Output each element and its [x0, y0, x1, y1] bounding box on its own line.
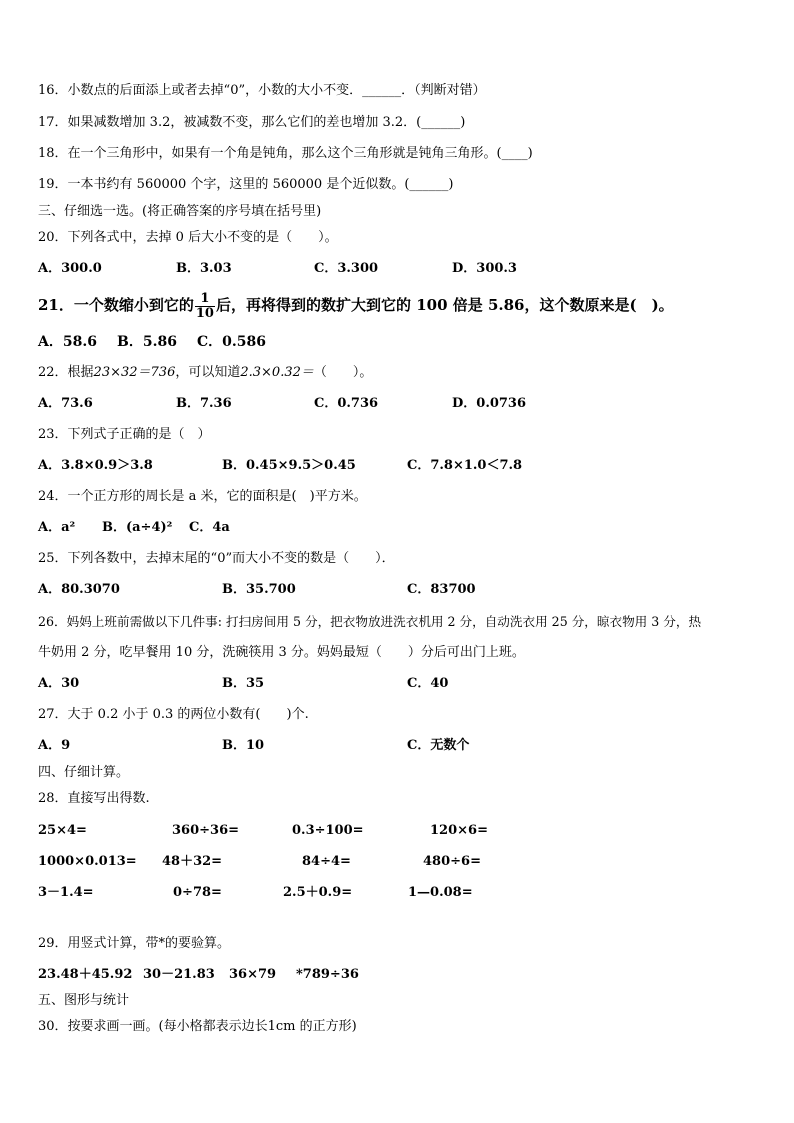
q21-fraction-denominator: 10 [195, 305, 214, 321]
q29-item: 23.48＋45.92 [38, 967, 133, 982]
q24-option-c: C．4a [189, 520, 230, 535]
q21-fraction [195, 292, 215, 321]
q21-option-c: C．0.586 [197, 334, 266, 350]
question-27-stem: 27．大于 0.2 小于 0.3 的两位小数有( )个. [38, 707, 309, 722]
q27-option-b: B．10 [222, 738, 265, 753]
q20-option-c: C．3.300 [314, 261, 379, 276]
q22-stem-part2: ，可以知道 [175, 365, 241, 380]
q24-option-b: B．(a÷4)² [102, 520, 173, 535]
question-26-line-1: 26．妈妈上班前需做以下几件事: 打扫房间用 5 分，把衣物放进洗衣机用 2 分，自动洗衣用 25 分，晾衣物用 3 分，热 [38, 614, 702, 629]
q28-item: 0÷78= [173, 885, 222, 900]
q22-expression-1: 23×32＝736 [93, 365, 176, 380]
q28-item: 360÷36= [172, 823, 240, 838]
q28-item: 0.3÷100= [292, 823, 364, 838]
question-18: 18．在一个三角形中，如果有一个角是钝角，那么这个三角形就是钝角三角形。(____) [38, 146, 533, 161]
q28-item: 480÷6= [423, 854, 481, 869]
question-19: 19．一本书约有 560000 个字，这里的 560000 是个近似数。(______) [38, 177, 454, 192]
q22-stem-part3: （ ）。 [313, 365, 373, 380]
q22-option-a: A．73.6 [38, 396, 93, 411]
q27-option-c: C．无数个 [407, 738, 470, 753]
q23-option-b: B．0.45×9.5＞0.45 [222, 458, 356, 473]
question-23-stem: 23．下列式子正确的是（ ） [38, 427, 211, 442]
q20-option-b: B．3.03 [176, 261, 232, 276]
q22-expression-2: 2.3×0.32＝ [240, 365, 314, 380]
q29-item: *789÷36 [296, 967, 359, 982]
question-29-stem: 29．用竖式计算，带*的要验算。 [38, 936, 231, 951]
q29-item: 30－21.83 [143, 967, 215, 982]
question-25-stem: 25．下列各数中，去掉末尾的“0”而大小不变的数是（ ）． [38, 551, 395, 566]
q23-option-c: C．7.8×1.0＜7.8 [407, 458, 523, 473]
question-22-stem [38, 364, 372, 382]
q21-stem-part1: 21．一个数缩小到它的 [38, 296, 194, 314]
q27-option-a: A．9 [38, 738, 71, 753]
question-21-stem [38, 286, 674, 324]
q24-option-a: A．a² [38, 520, 76, 535]
question-24-stem: 24．一个正方形的周长是 a 米，它的面积是( )平方米。 [38, 489, 367, 504]
q21-stem-part2: 后，再将得到的数扩大到它的 100 倍是 5.86，这个数原来是( )。 [215, 296, 674, 314]
q23-option-a: A．3.8×0.9＞3.8 [38, 458, 153, 473]
q22-stem-part1: 22．根据 [38, 365, 94, 380]
q26-option-c: C．40 [407, 676, 449, 691]
q20-option-a: A．300.0 [38, 261, 102, 276]
q25-option-c: C．83700 [407, 582, 476, 597]
question-20-stem: 20．下列各式中，去掉 0 后大小不变的是（ ）。 [38, 230, 338, 245]
q28-item: 1—0.08= [408, 885, 473, 900]
q22-option-d: D．0.0736 [452, 396, 527, 411]
question-16: 16．小数点的后面添上或者去掉“0”，小数的大小不变．______．（判断对错） [38, 83, 486, 98]
q28-item: 3－1.4= [38, 885, 94, 900]
section-3-title: 三、仔细选一选。(将正确答案的序号填在括号里) [38, 204, 322, 219]
question-26-line-2: 牛奶用 2 分，吃早餐用 10 分，洗碗筷用 3 分。妈妈最短（ ）分后可出门上班。 [38, 645, 525, 660]
q22-option-b: B．7.36 [176, 396, 232, 411]
q28-item: 48＋32= [162, 854, 223, 869]
q22-option-c: C．0.736 [314, 396, 379, 411]
q20-option-d: D．300.3 [452, 261, 517, 276]
q29-item: 36×79 [229, 967, 277, 982]
q28-item: 120×6= [430, 823, 488, 838]
q21-fraction-numerator: 1 [195, 292, 215, 307]
q28-item: 84÷4= [302, 854, 351, 869]
q25-option-b: B．35.700 [222, 582, 296, 597]
question-17: 17．如果减数增加 3.2，被减数不变，那么它们的差也增加 3.2．(______) [38, 115, 466, 130]
q21-option-a: A．58.6 [38, 334, 97, 350]
q21-option-b: B．5.86 [117, 334, 177, 350]
q26-option-b: B．35 [222, 676, 265, 691]
q26-option-a: A．30 [38, 676, 80, 691]
q28-item: 2.5＋0.9= [283, 885, 353, 900]
question-28-stem: 28．直接写出得数. [38, 791, 150, 806]
q28-item: 1000×0.013= [38, 854, 137, 869]
section-5-title: 五、图形与统计 [38, 993, 130, 1008]
question-30-stem: 30．按要求画一画。(每小格都表示边长1cm 的正方形) [38, 1019, 357, 1034]
q28-item: 25×4= [38, 823, 87, 838]
section-4-title: 四、仔细计算。 [38, 765, 130, 780]
q25-option-a: A．80.3070 [38, 582, 120, 597]
